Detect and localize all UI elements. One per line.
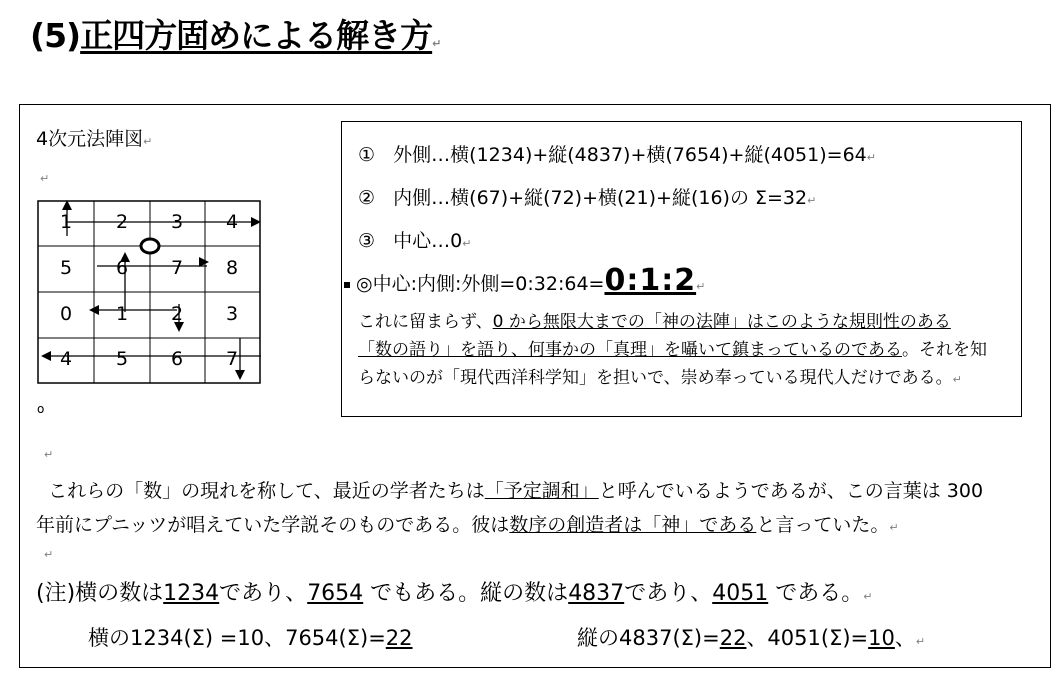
cell-r3c2: 1 <box>115 303 129 325</box>
body-paragraph: これらの「数」の現れを称して、最近の学者たちは「予定調和」と呼んでいるようであるが、この言葉は 300 年前にプニッツが唱えていた学説そのものである。彼は数序の創造者は「神」であると言っていた。↵ <box>36 480 984 536</box>
cell-r2c4: 8 <box>225 257 239 279</box>
cell-r2c2: 6 <box>115 257 129 279</box>
bullet <box>344 282 350 288</box>
cell-r2c1: 5 <box>59 257 73 279</box>
cell-r3c3: 2 <box>170 303 184 325</box>
info-paragraph: これに留まらず、0 から無限大までの「神の法陣」はこのような規則性のある 「数の語り」を語り、何事かの「真理」を囁いて鎮まっているのである。それを知 らないのが「現代西洋科学知」を担いで、崇め奉っている現代人だけである。↵ <box>358 312 987 388</box>
small-circle-mark: o <box>37 402 45 416</box>
cell-r4c1: 4 <box>59 348 73 370</box>
cell-r2c3: 7 <box>170 257 184 279</box>
cell-r1c4: 4 <box>225 211 239 233</box>
cell-r1c2: 2 <box>115 211 129 233</box>
magic-square-label: 4次元法陣図↵ <box>36 128 153 150</box>
title-text: 正四方固めによる解き方 <box>80 16 433 55</box>
note-line-2-vertical: 縦の4837(Σ)=22、4051(Σ)=10、↵ <box>577 626 926 650</box>
title-prefix: (5) <box>30 16 81 55</box>
info-item-3: ③ 中心…0↵ <box>358 230 472 252</box>
page-title: (5)正四方固めによる解き方↵ <box>30 16 441 55</box>
ratio-result: 0:1:2 <box>604 263 697 298</box>
cell-r3c4: 3 <box>225 303 239 325</box>
info-item-1: ① 外側…横(1234)+縦(4837)+横(7654)+縦(4051)=64↵ <box>358 144 876 166</box>
cell-r4c4: 7 <box>225 348 239 370</box>
magic-square-grid <box>37 200 261 384</box>
cell-r4c3: 6 <box>170 348 184 370</box>
note-line-2-horizontal: 横の1234(Σ) =10、7654(Σ)=22 <box>88 626 413 650</box>
cell-r1c1: 1 <box>59 211 73 233</box>
cell-r1c3: 3 <box>170 211 184 233</box>
info-box <box>341 121 1022 417</box>
cell-r3c1: 0 <box>59 303 73 325</box>
note-line-1: (注)横の数は1234であり、7654 でもある。縦の数は4837であり、4051 である。↵ <box>36 581 873 606</box>
ratio-line: ◎中心:内側:外側=0:32:64=0:1:2↵ <box>344 263 705 298</box>
cell-r4c2: 5 <box>115 348 129 370</box>
info-item-2: ② 内側…横(67)+縦(72)+横(21)+縦(16)の Σ=32↵ <box>358 187 817 209</box>
